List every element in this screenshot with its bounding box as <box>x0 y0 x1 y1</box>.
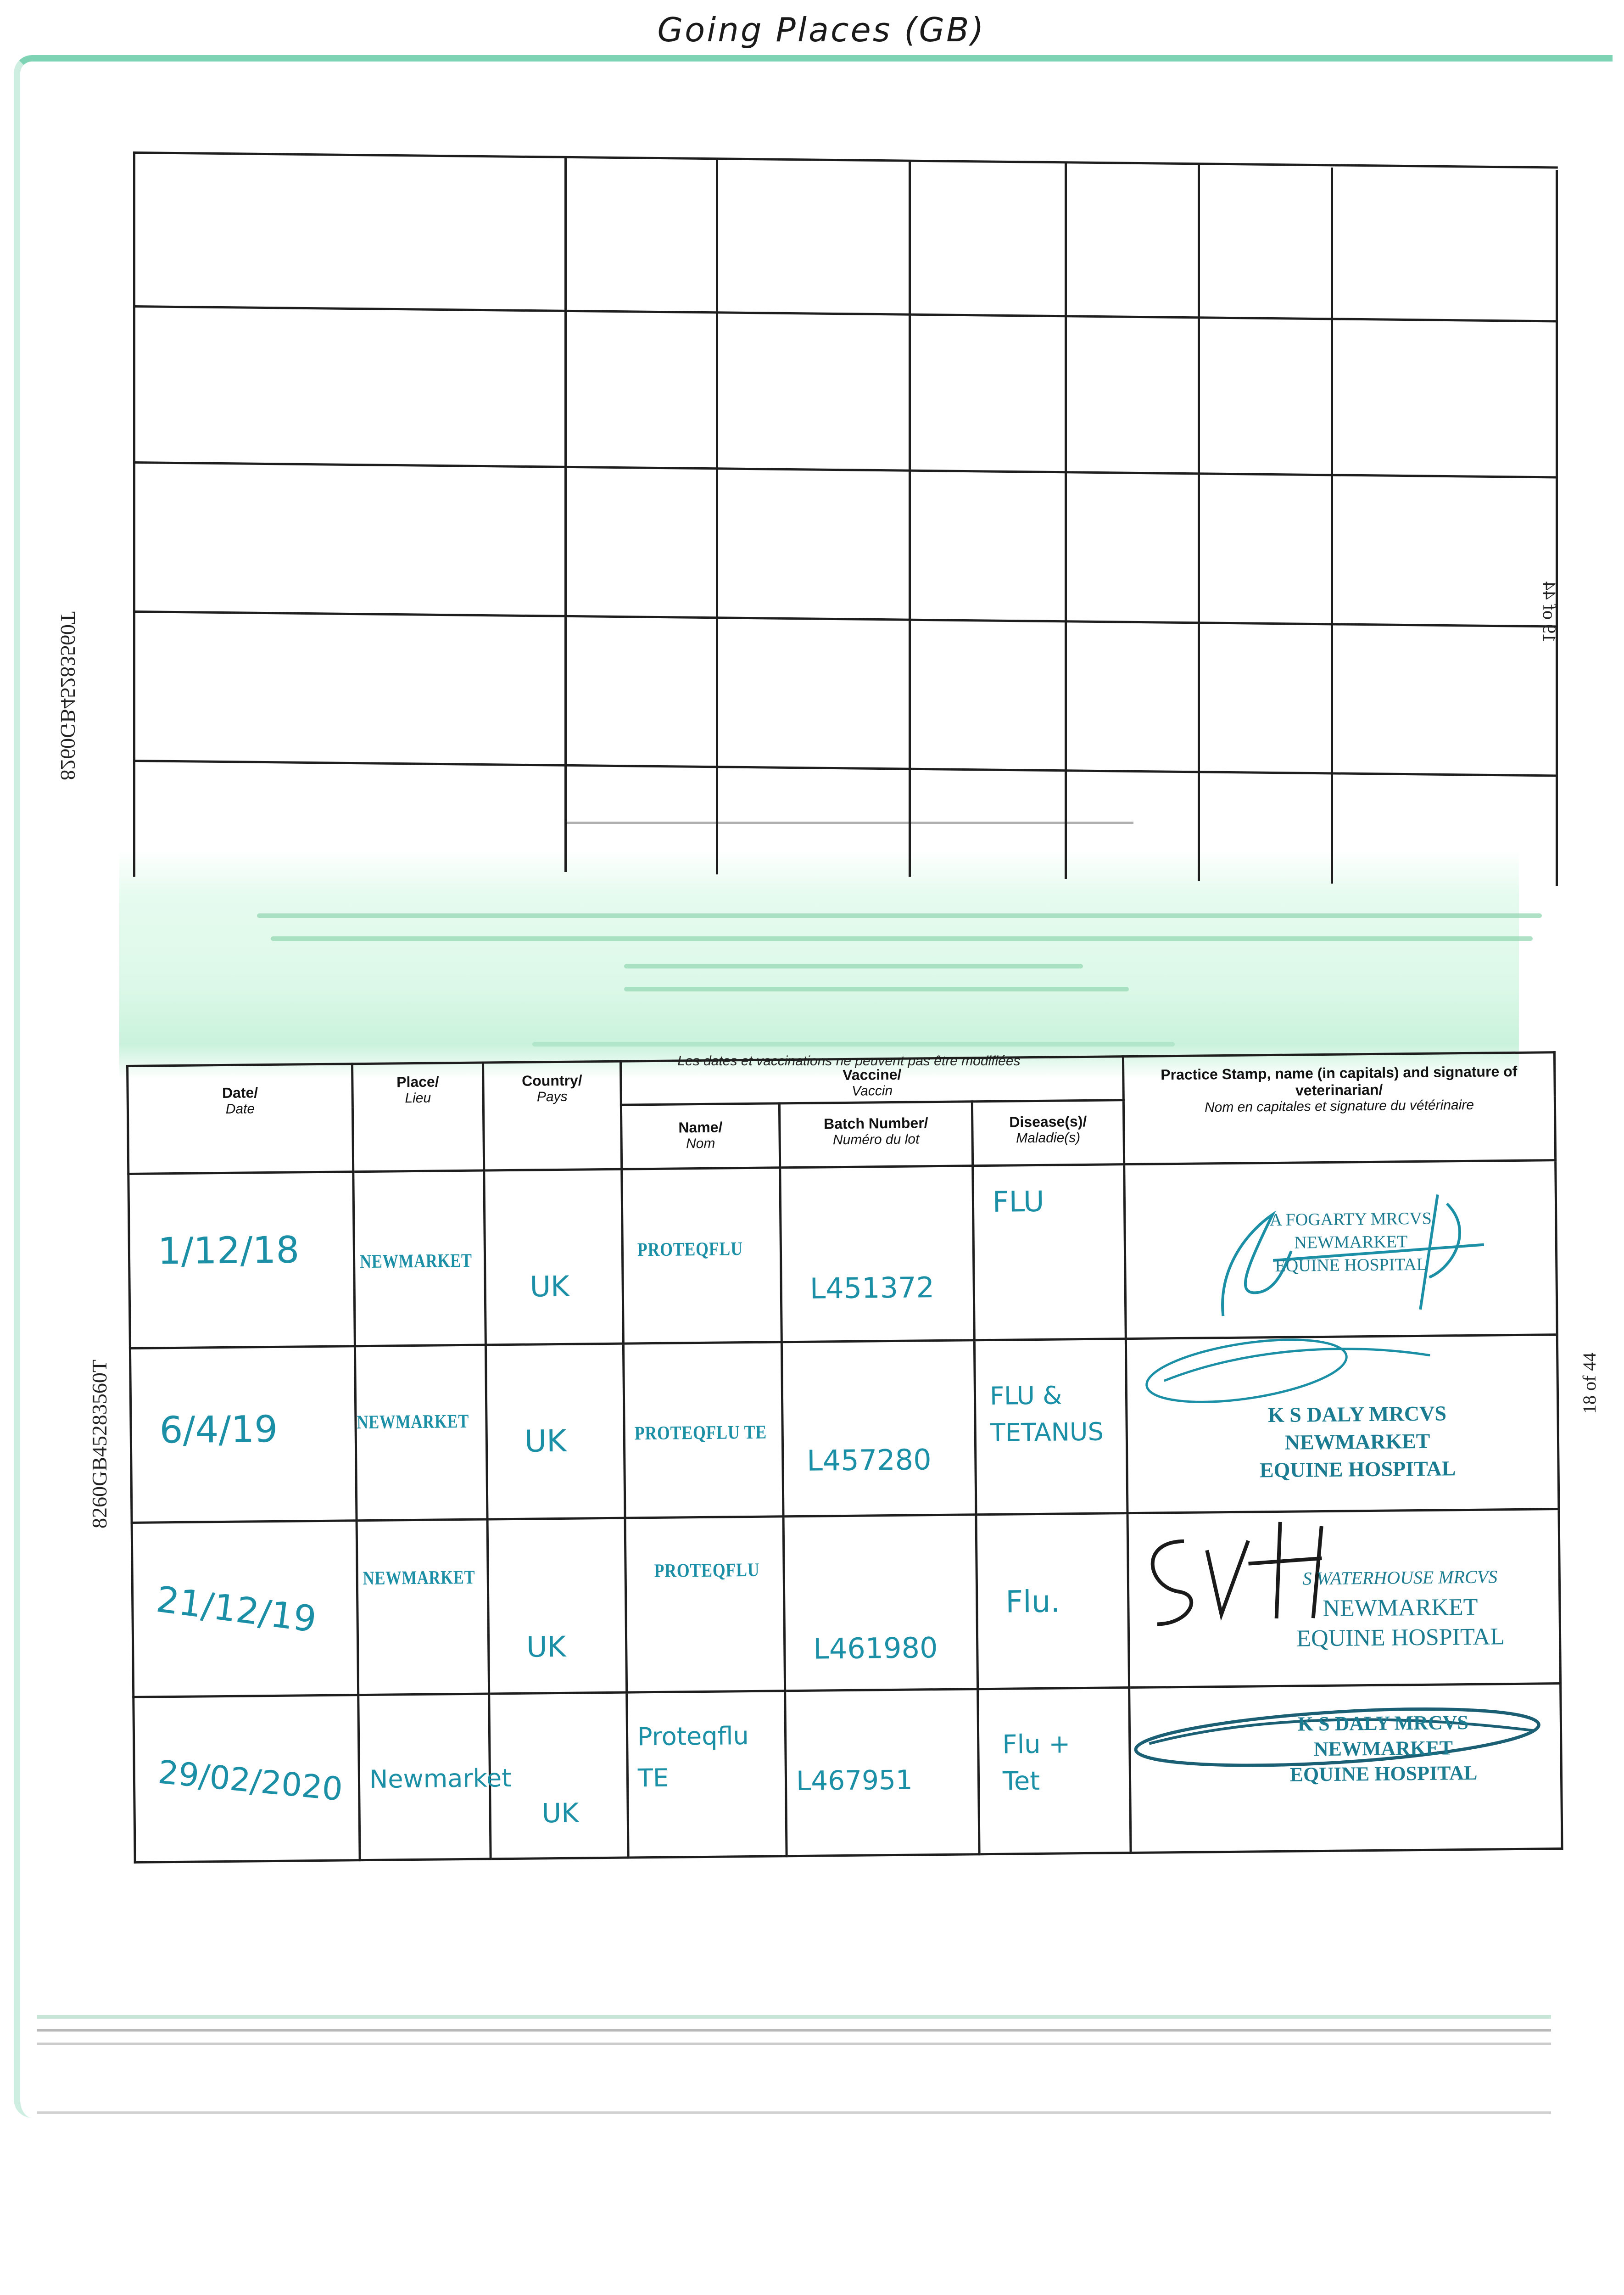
place-cell: NEWMARKET <box>357 1519 489 1695</box>
country-cell: UK <box>484 1169 624 1345</box>
place-cell: Newmarket <box>358 1694 491 1860</box>
blurred-text-line <box>624 964 1083 968</box>
page-edge <box>37 2043 1551 2045</box>
handwritten-title: Going Places (GB) <box>657 11 986 49</box>
stamp-cell: K S DALY MRCVS NEWMARKET EQUINE HOSPITAL <box>1129 1684 1562 1853</box>
col-header-stamp: Practice Stamp, name (in capitals) and signature of veterinarian/ Nom en capitales et signature du vétérinaire <box>1123 1052 1555 1164</box>
date-cell: 6/4/19 <box>130 1346 357 1523</box>
lower-page-number: 18 of 44 <box>1579 1352 1600 1414</box>
lower-side-code: 8260GB45283560T <box>88 1360 111 1528</box>
stamp-cell: K S DALY MRCVS NEWMARKET EQUINE HOSPITAL <box>1126 1335 1559 1513</box>
col-header-batch: Batch Number/ Numéro du lot <box>779 1102 972 1168</box>
stamp-cell: A FOGARTY MRCVS NEWMARKET EQUINE HOSPITAL <box>1124 1160 1557 1339</box>
blurred-text-line <box>271 936 1533 941</box>
page-edge <box>37 2015 1551 2019</box>
table-row <box>128 1160 1557 1349</box>
vaccine-name-cell: PROTEQFLU <box>622 1168 782 1343</box>
blurred-text-line <box>257 913 1542 918</box>
col-header-date: Date/ Date <box>128 1064 353 1174</box>
table-row <box>132 1509 1561 1697</box>
date-cell: 1/12/18 <box>128 1172 355 1349</box>
batch-cell: L461980 <box>783 1515 978 1691</box>
country-cell: UK <box>486 1343 625 1519</box>
disease-cell: Flu. <box>976 1513 1129 1689</box>
date-cell: 29/02/2020 <box>134 1695 360 1863</box>
previous-page-grid <box>133 151 1560 881</box>
col-header-vaccine: Vaccine/ Vaccin <box>620 1057 1123 1105</box>
place-cell: NEWMARKET <box>355 1345 487 1521</box>
vaccine-name-cell: PROTEQFLU <box>625 1517 785 1692</box>
country-cell: UK <box>487 1518 627 1694</box>
country-cell: UK <box>489 1692 628 1859</box>
date-cell: 21/12/19 <box>132 1521 358 1697</box>
page-edge <box>37 2029 1551 2032</box>
vaccination-table <box>126 1051 1563 1864</box>
blurred-text-line <box>532 1042 1175 1047</box>
upper-page-number: 19 of 44 <box>1539 581 1560 643</box>
table-caption: Les dates et vaccinations ne peuvent pas être modifiées <box>677 1053 1021 1069</box>
batch-cell: L451372 <box>780 1166 975 1342</box>
disease-cell: Flu + Tet <box>978 1688 1131 1854</box>
vaccine-name-cell: PROTEQFLU TE <box>623 1342 783 1518</box>
batch-cell: L457280 <box>781 1340 976 1517</box>
batch-cell: L467951 <box>785 1689 979 1856</box>
place-cell: NEWMARKET <box>353 1170 486 1346</box>
col-header-place: Place/ Lieu <box>352 1063 484 1172</box>
disease-cell: FLU <box>973 1164 1126 1340</box>
col-header-disease: Disease(s)/ Maladie(s) <box>972 1100 1124 1166</box>
green-bleed-band <box>119 849 1519 1079</box>
page-edge <box>37 2111 1551 2114</box>
blurred-text-line <box>624 987 1129 991</box>
col-header-name: Name/ Nom <box>621 1103 780 1169</box>
stamp-cell: S WATERHOUSE MRCVS NEWMARKET EQUINE HOSPITAL <box>1127 1509 1561 1688</box>
upper-side-code: 8260GB45283560T <box>56 611 80 780</box>
table-row <box>134 1684 1562 1863</box>
table-row <box>130 1335 1559 1523</box>
disease-cell: FLU & TETANUS <box>974 1339 1127 1515</box>
vaccine-name-cell: Proteqflu TE <box>627 1691 787 1858</box>
col-header-country: Country/ Pays <box>483 1061 621 1170</box>
